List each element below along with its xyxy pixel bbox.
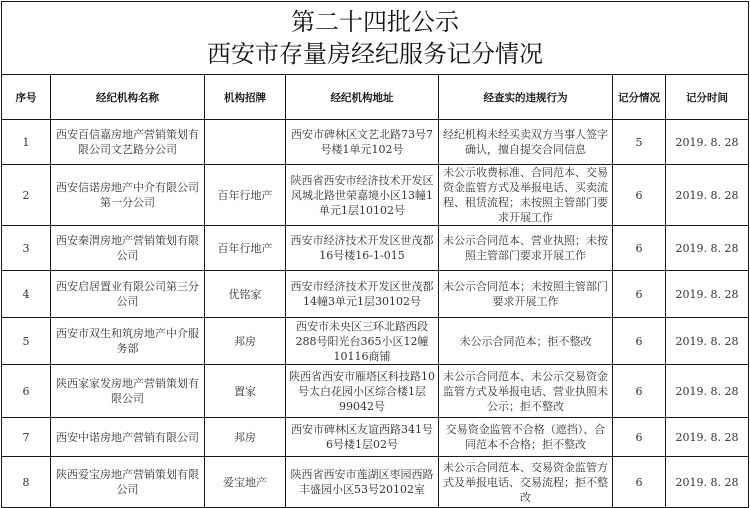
cell-index: 1 — [2, 120, 51, 165]
cell-address: 陕西省西安市莲湖区枣园西路丰盛园小区53号20102室 — [286, 457, 439, 508]
cell-address: 西安市碑林区文艺北路73号7号楼1单元102号 — [286, 120, 439, 165]
table-row — [2, 226, 749, 271]
table-row — [2, 365, 749, 418]
cell-violation: 未公示合同范本、营业执照；未按照主管部门要求开展工作 — [439, 226, 613, 271]
cell-index: 5 — [2, 318, 51, 365]
cell-address: 陕西省西安市雁塔区科技路10号太白花园小区综合楼1层99042号 — [286, 365, 439, 418]
cell-brand: 百年行地产 — [205, 165, 286, 226]
cell-brand — [205, 120, 286, 165]
header-agency-name: 经纪机构名称 — [51, 75, 205, 120]
cell-date: 2019. 8. 28 — [666, 226, 749, 271]
table-row — [2, 120, 749, 165]
cell-score: 6 — [613, 165, 666, 226]
cell-agency-name: 陕西爱宝房地产营销策划有限公司 — [51, 457, 205, 508]
cell-index: 2 — [2, 165, 51, 226]
cell-violation: 未公示合同范本；未按照主管部门要求开展工作 — [439, 271, 613, 318]
cell-index: 7 — [2, 418, 51, 457]
cell-date: 2019. 8. 28 — [666, 271, 749, 318]
header-brand: 机构招牌 — [205, 75, 286, 120]
cell-address: 西安市经济技术开发区世茂都14幢3单元1层30102号 — [286, 271, 439, 318]
cell-address: 西安市未央区三环北路西段288号阳光台365小区12幢10116商铺 — [286, 318, 439, 365]
cell-score: 6 — [613, 418, 666, 457]
cell-index: 4 — [2, 271, 51, 318]
cell-violation: 未公示合同范本、未公示交易资金监管方式及举报电话、营业执照未公示；拒不整改 — [439, 365, 613, 418]
cell-score: 6 — [613, 226, 666, 271]
table-header-row — [2, 75, 749, 120]
table-row — [2, 271, 749, 318]
cell-violation: 未公示收费标准、合同范本、交易资金监管方式及举报电话、买卖流程、租赁流程；未按照主管部门要求开展工作 — [439, 165, 613, 226]
cell-index: 6 — [2, 365, 51, 418]
cell-date: 2019. 8. 28 — [666, 165, 749, 226]
cell-violation: 经纪机构未经买卖双方当事人签字确认，擅自提交合同信息 — [439, 120, 613, 165]
cell-brand: 爱宝地产 — [205, 457, 286, 508]
cell-date: 2019. 8. 28 — [666, 120, 749, 165]
cell-agency-name: 西安百信嘉房地产营销策划有限公司文艺路分公司 — [51, 120, 205, 165]
header-index: 序号 — [2, 75, 51, 120]
title-line-2: 西安市存量房经纪服务记分情况 — [207, 40, 543, 68]
table-row — [2, 165, 749, 226]
cell-score: 6 — [613, 271, 666, 318]
cell-brand: 邦房 — [205, 418, 286, 457]
cell-index: 3 — [2, 226, 51, 271]
cell-address: 西安市经济技术开发区世茂都16号楼16-1-015 — [286, 226, 439, 271]
header-violation: 经查实的违规行为 — [439, 75, 613, 120]
cell-agency-name: 西安信诺房地产中介有限公司第一分公司 — [51, 165, 205, 226]
cell-date: 2019. 8. 28 — [666, 365, 749, 418]
cell-violation: 未公示合同范本；拒不整改 — [439, 318, 613, 365]
header-address: 经纪机构地址 — [286, 75, 439, 120]
cell-date: 2019. 8. 28 — [666, 318, 749, 365]
cell-agency-name: 西安中诺房地产营销有限公司 — [51, 418, 205, 457]
document-title — [2, 2, 749, 75]
cell-agency-name: 西安市双生和筑房地产中介服务部 — [51, 318, 205, 365]
header-score: 记分情况 — [613, 75, 666, 120]
cell-date: 2019. 8. 28 — [666, 418, 749, 457]
cell-date: 2019. 8. 28 — [666, 457, 749, 508]
cell-address: 陕西省西安市经济技术开发区风城北路世荣嘉境小区13幢1单元1层10102号 — [286, 165, 439, 226]
cell-violation: 交易资金监管不合格（遮挡）、合同范本不合格；拒不整改 — [439, 418, 613, 457]
scoring-table — [1, 1, 749, 508]
cell-address: 西安市碑林区友谊西路341号6号楼1层02号 — [286, 418, 439, 457]
cell-index: 8 — [2, 457, 51, 508]
cell-agency-name: 西安启居置业有限公司第三分公司 — [51, 271, 205, 318]
cell-violation: 未公示合同范本、交易资金监管方式及举报电话、交易流程；拒不整改 — [439, 457, 613, 508]
cell-agency-name: 西安秦渭房地产营销策划有限公司 — [51, 226, 205, 271]
cell-brand: 优铭家 — [205, 271, 286, 318]
title-line-1: 第二十四批公示 — [291, 8, 459, 36]
header-date: 记分时间 — [666, 75, 749, 120]
table-row — [2, 457, 749, 508]
cell-brand: 邦房 — [205, 318, 286, 365]
cell-score: 5 — [613, 120, 666, 165]
cell-brand: 百年行地产 — [205, 226, 286, 271]
cell-agency-name: 陕西家家发房地产营销策划有限公司 — [51, 365, 205, 418]
table-row — [2, 418, 749, 457]
cell-score: 6 — [613, 365, 666, 418]
title-row — [2, 2, 749, 75]
table-row — [2, 318, 749, 365]
cell-score: 6 — [613, 457, 666, 508]
cell-brand: 置家 — [205, 365, 286, 418]
cell-score: 6 — [613, 318, 666, 365]
